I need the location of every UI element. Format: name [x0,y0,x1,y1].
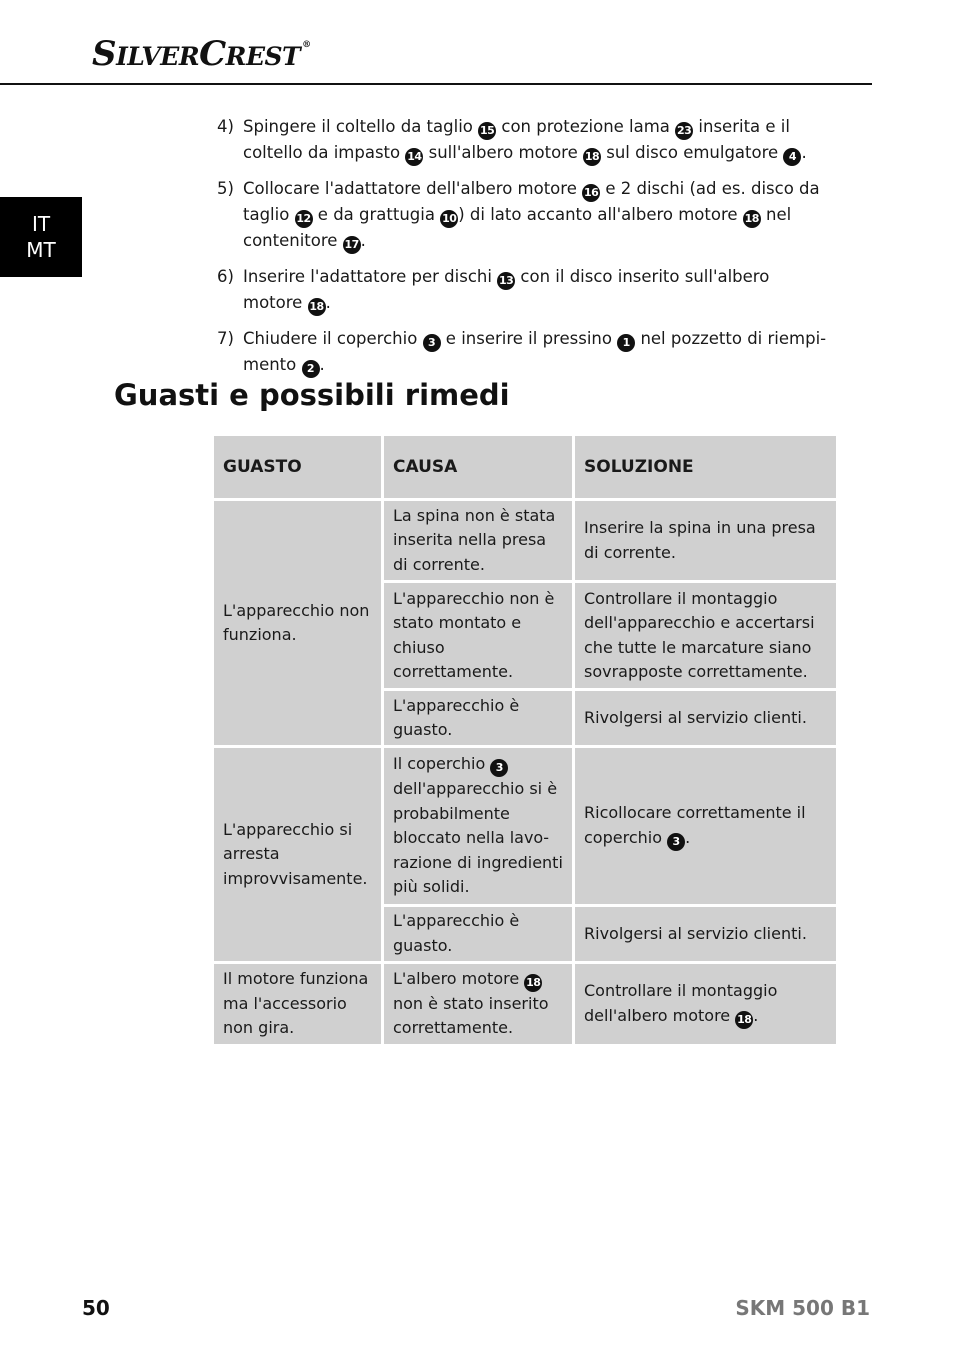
part-number-badge: 1 [617,334,635,352]
part-number-badge: 3 [667,833,685,851]
part-number-badge: 3 [423,334,441,352]
step-text: Chiudere il coperchio 3 e inserire il pressino 1 nel pozzetto di riempimento 2 . [243,326,832,378]
causa-cell: L'apparecchio è guasto. [383,905,574,962]
step-item [217,326,832,378]
causa-cell: L'apparecchio è guasto. [383,690,574,747]
step-text: Inserire l'adattatore per dischi 13 con il disco inserito sull'albero motore 18 . [243,264,832,316]
step-number: 7) [217,329,234,348]
step-item [217,176,832,254]
part-number-badge: 10 [440,210,458,228]
assembly-steps [217,114,832,388]
soluzione-cell: Inserire la spina in una presa di corrente. [574,500,838,582]
model-name: SKM 500 B1 [735,1296,870,1320]
language-tab [0,197,82,277]
part-number-badge: 4 [783,148,801,166]
soluzione-cell: Rivolgersi al servizio clienti. [574,690,838,747]
step-text: Spingere il coltello da taglio 15 con protezione lama 23 inserita e il coltello da impasto 14 sull'albero motore 18 sul disco emulgatore 4 . [243,114,832,166]
registered-mark: ® [302,40,311,50]
guasto-cell: L'apparecchio non funziona. [213,500,383,747]
part-number-badge: 16 [582,184,600,202]
soluzione-cell: Controllare il montaggio dell'apparecchio e accertarsi che tutte le marcature siano sovrapposte correttamente. [574,582,838,690]
table-header-row [213,435,838,500]
step-number: 4) [217,117,234,136]
soluzione-cell: Rivolgersi al servizio clienti. [574,905,838,962]
guasto-cell: Il motore funziona ma l'accessorio non gira. [213,962,383,1045]
language-it: IT [31,212,51,236]
step-item [217,264,832,316]
header-rule [0,83,872,85]
step-item [217,114,832,166]
guasto-cell: L'apparecchio si arresta improvvisamente. [213,747,383,963]
soluzione-cell: Controllare il montaggio dell'albero motore 18 . [574,962,838,1045]
soluzione-cell: Ricollocare correttamente il coperchio 3 . [574,747,838,905]
header-guasto: GUASTO [213,435,383,500]
page-number: 50 [82,1296,110,1320]
causa-cell: La spina non è stata inserita nella presa di corrente. [383,500,574,582]
header-soluzione: SOLUZIONE [574,435,838,500]
part-number-badge: 18 [743,210,761,228]
part-number-badge: 12 [295,210,313,228]
table-row [213,500,838,582]
table-row [213,962,838,1045]
header-causa: CAUSA [383,435,574,500]
step-number: 6) [217,267,234,286]
step-text: Collocare l'adattatore dell'albero motore 16 e 2 dischi (ad es. disco da taglio 12 e da grattugia 10 ) di lato accanto all'albero motore 18 nel contenitore 17 . [243,176,832,254]
part-number-badge: 18 [308,298,326,316]
part-number-badge: 23 [675,122,693,140]
causa-cell: Il coperchio 3 dell'apparecchio si è probabilmente bloccato nella lavorazione di ingredienti più solidi. [383,747,574,905]
silvercrest-logo: SILVERCREST ® [92,34,311,74]
part-number-badge: 18 [583,148,601,166]
part-number-badge: 14 [405,148,423,166]
troubleshooting-table [211,433,839,1047]
causa-cell: L'apparecchio non è stato montato e chiuso correttamente. [383,582,574,690]
part-number-badge: 13 [497,272,515,290]
section-title: Guasti e possibili rimedi [114,378,510,412]
part-number-badge: 2 [302,360,320,378]
causa-cell: L'albero motore 18 non è stato inserito correttamente. [383,962,574,1045]
part-number-badge: 17 [343,236,361,254]
table-row [213,747,838,905]
part-number-badge: 18 [524,974,542,992]
step-number: 5) [217,179,234,198]
part-number-badge: 18 [735,1011,753,1029]
part-number-badge: 15 [478,122,496,140]
part-number-badge: 3 [490,759,508,777]
language-mt: MT [26,238,56,262]
